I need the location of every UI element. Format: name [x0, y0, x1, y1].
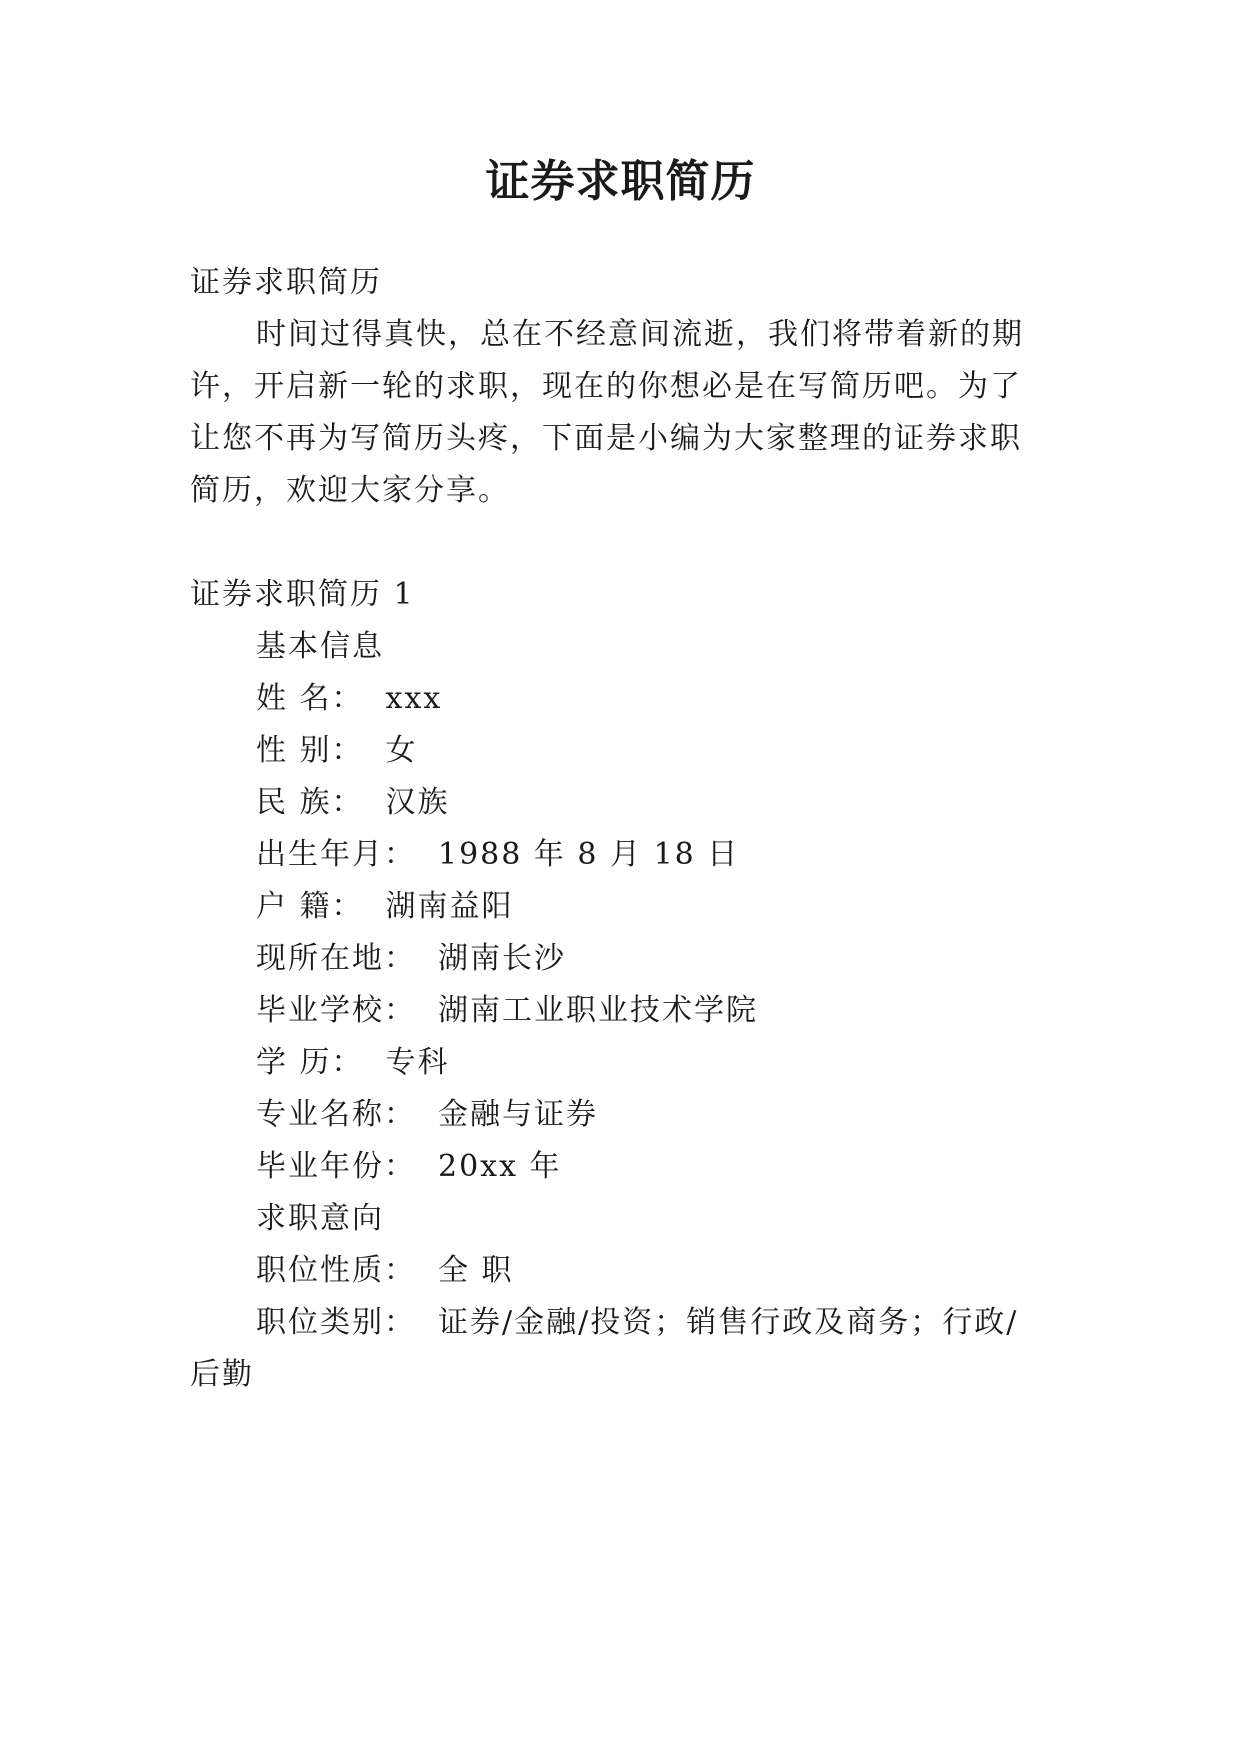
field-label: 毕业年份：	[256, 1149, 416, 1184]
field-value: 汉族	[385, 785, 450, 820]
document-title: 证券求职简历	[485, 156, 756, 207]
field-value: 女	[385, 733, 418, 768]
subtitle: 证券求职简历	[190, 265, 382, 300]
field-label: 出生年月：	[256, 837, 416, 872]
field-value: 20xx 年	[438, 1149, 562, 1184]
field-value: 湖南益阳	[385, 889, 514, 924]
intro-line: 时间过得真快，总在不经意间流逝，我们将带着新的期	[256, 317, 1024, 352]
field-label: 性 别：	[256, 733, 364, 768]
field-label: 户 籍：	[256, 889, 364, 924]
basic-info-heading: 基本信息	[256, 629, 384, 664]
field-row-school	[256, 991, 758, 1031]
field-value: 湖南工业职业技术学院	[438, 993, 758, 1028]
field-label: 学 历：	[256, 1045, 364, 1080]
field-row-job-category	[256, 1303, 1018, 1343]
field-row-ethnicity	[256, 783, 450, 823]
field-row-name	[256, 679, 442, 719]
field-row-birthdate	[256, 835, 739, 875]
field-value: xxx	[385, 681, 443, 716]
field-row-graduation-year	[256, 1147, 562, 1187]
field-row-location	[256, 939, 566, 979]
field-label: 职位性质：	[256, 1253, 416, 1288]
field-value: 金融与证券	[438, 1097, 598, 1132]
section-heading: 证券求职简历 1	[190, 577, 415, 612]
field-row-job-type	[256, 1251, 514, 1291]
field-row-education	[256, 1043, 450, 1083]
field-value: 全 职	[438, 1253, 514, 1288]
field-value: 证券/金融/投资；销售行政及商务；行政/	[438, 1305, 1019, 1340]
field-label: 民 族：	[256, 785, 364, 820]
field-label: 专业名称：	[256, 1097, 416, 1132]
job-intent-heading: 求职意向	[256, 1201, 384, 1236]
intro-line: 让您不再为写简历头疼，下面是小编为大家整理的证券求职	[190, 421, 1022, 456]
field-row-gender	[256, 731, 418, 771]
field-label: 职位类别：	[256, 1305, 416, 1340]
job-category-continuation: 后勤	[190, 1357, 254, 1392]
field-value: 湖南长沙	[438, 941, 566, 976]
intro-line: 简历，欢迎大家分享。	[190, 473, 510, 508]
field-row-hometown	[256, 887, 514, 927]
field-row-major	[256, 1095, 598, 1135]
field-label: 毕业学校：	[256, 993, 416, 1028]
field-value: 1988 年 8 月 18 日	[438, 837, 740, 872]
field-label: 现所在地：	[256, 941, 416, 976]
intro-line: 许，开启新一轮的求职，现在的你想必是在写简历吧。为了	[190, 369, 1022, 404]
field-label: 姓 名：	[256, 681, 364, 716]
field-value: 专科	[385, 1045, 450, 1080]
